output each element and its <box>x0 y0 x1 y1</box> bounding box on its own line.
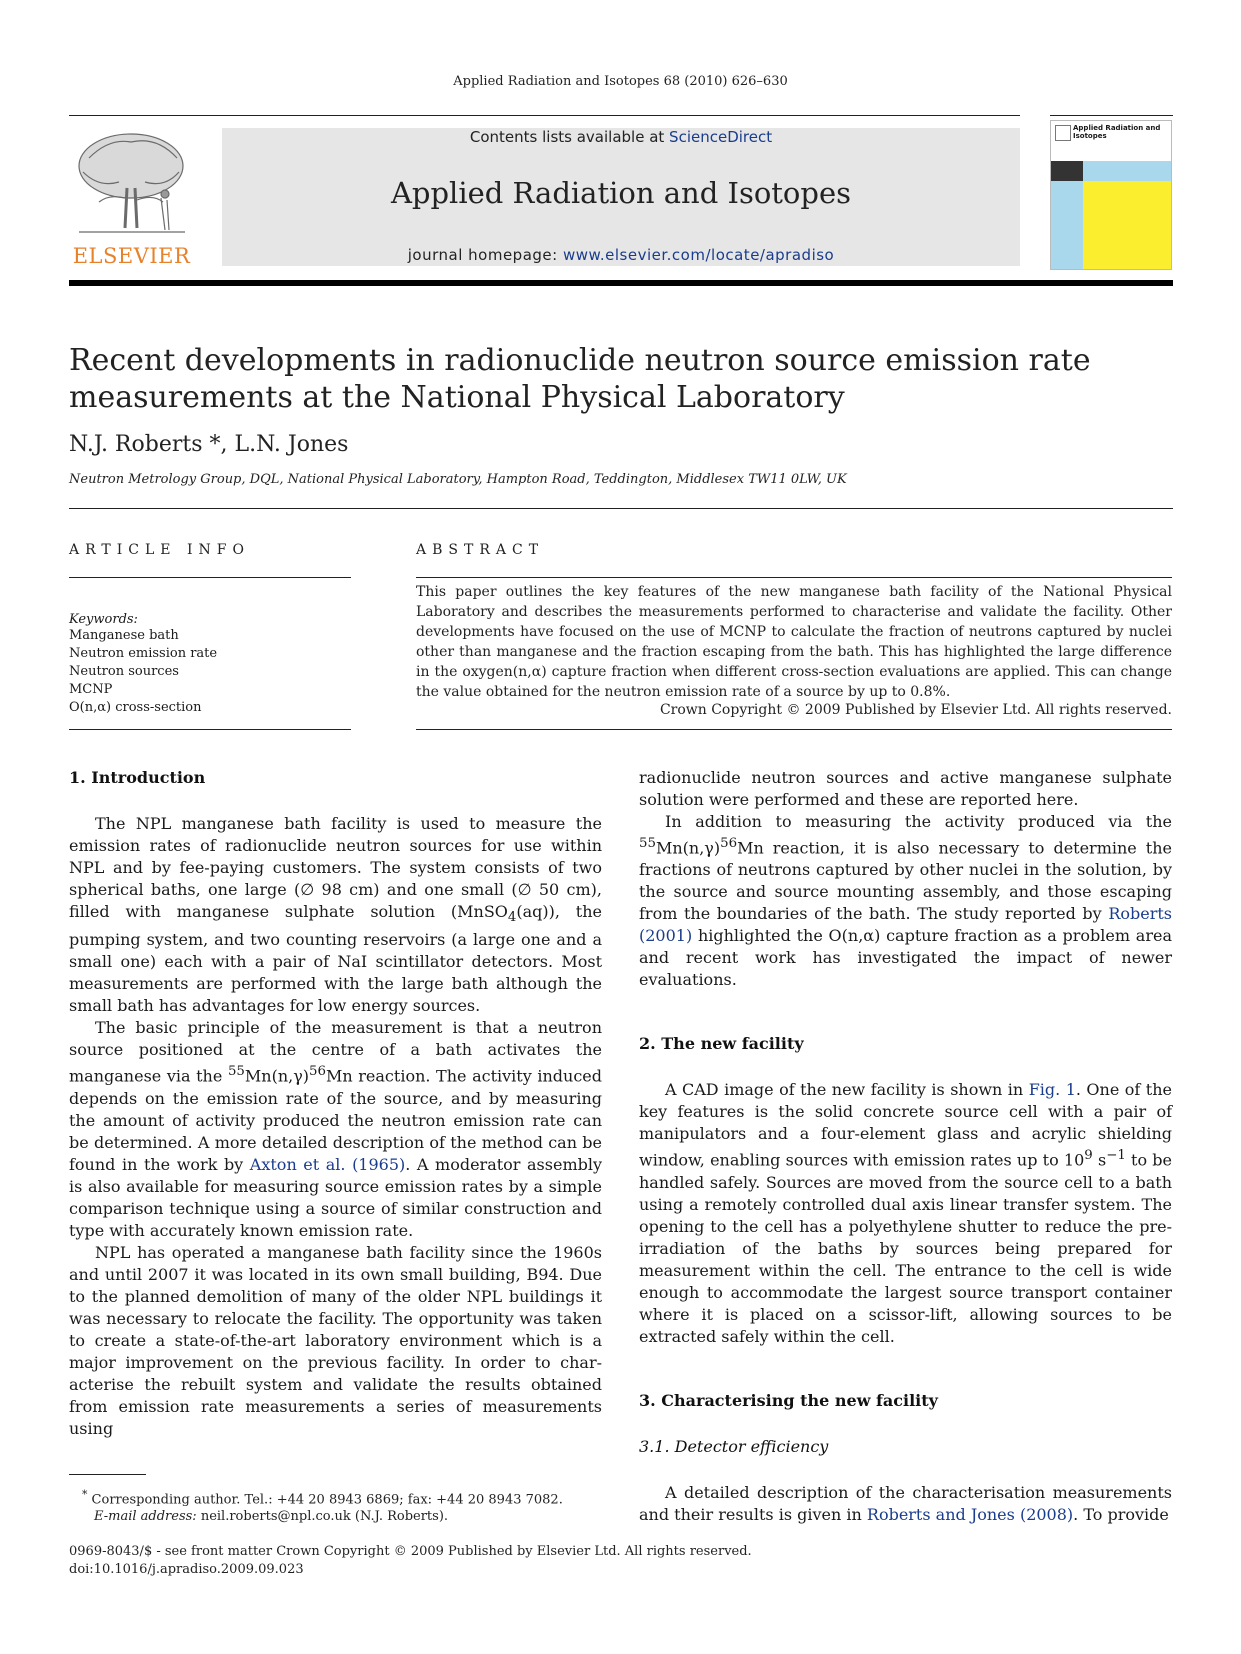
article-info-heading: ARTICLE INFO <box>69 542 250 558</box>
cover-top <box>1051 121 1171 161</box>
info-bottom-rule <box>69 729 351 730</box>
section-2-heading: 2. The new facility <box>639 1034 804 1054</box>
page-footer <box>69 1543 752 1579</box>
homepage-link[interactable]: www.elsevier.com/locate/apradiso <box>562 246 835 264</box>
keyword-item: Manganese bath <box>69 628 179 643</box>
intro-paragraph-1: The NPL manganese bath facility is used to measure the emission rates of radionuclide neutron sources for use within NPL and by fee-paying customers. The system consists of two spherical baths, one large (∅ 98 cm) and one small (∅ 50 cm), filled with manganese sulphate solution (MnSO$_4$(aq)), the pumping system, and two counting reservoirs (a large one and a small one) each with a pair of NaI scintillator detectors. Most measurements are performed with the large bath although the small bath has advantages for low energy sources. <box>69 814 602 1016</box>
citation-roberts-2001-link[interactable]: Roberts (2001) <box>639 904 1172 946</box>
facility-paragraph: A CAD image of the new facility is shown in Fig. 1. One of the key features is the solid concrete source cell with a pair of manipulators and a four-element glass and acrylic shielding window, enabling sources with emission rates up to $10^9$ $s^{-1}$ to be handled safely. Sources are moved from the source cell to a bath using a remotely controlled dual axis linear transfer system. The opening to the cell has a polyethylene shutter to reduce the pre-irradiation of the baths by sources being prepared for measurement within the cell. The entrance to the cell is wide enough to accommodate the largest source transport container where it is placed on a scissor-lift, allowing sources to be extracted safely within the cell. <box>639 1080 1173 1346</box>
cover-title: Applied Radiation and Isotopes <box>1073 124 1161 140</box>
header-thick-rule <box>69 280 1173 286</box>
figure-1-link[interactable]: Fig. 1 <box>1028 1080 1076 1100</box>
header-rule-right <box>1050 115 1173 116</box>
abstract-text: This paper outlines the key features of the new manganese bath facility of the National Physical Laboratory and describes the measurements performed to characterise and validate the facility. Other developments have focused on the use of MCNP to calculate the fraction of neutrons captured by nuclei other than manganese and the fraction escaping from the bath. This has highlighted the large difference in the oxygen(n,α) capture fraction when different cross-section evaluations are applied. This can change the value obtained for the neutron emission rate of a source by up to 0.8%. <box>416 584 1172 700</box>
section-3-heading: 3. Characterising the new facility <box>639 1390 938 1410</box>
footnote <box>82 1486 602 1525</box>
citation-roberts-jones-link[interactable]: Roberts and Jones (2008) <box>866 1504 1074 1524</box>
intro-paragraph-3: NPL has operated a manganese bath facility since the 1960s and until 2007 it was located in its own small building, B94. Due to the planned demolition of many of the older NPL buildings it was necessary to relocate the facility. The opportunity was taken to create a state-of-the-art laboratory environment which is a major improvement on the previous facility. In order to char- acterise the rebuilt system and validate the results obtained from emission rate measurements a series of measurements using <box>69 1242 602 1438</box>
intro-paragraph-5: In addition to measuring the activity produced via the $^{55}Mn(n,\gamma)^{56}Mn$ reaction, it is also necessary to determine the fractions of neutrons captured by other nuclei in the solution, by the source and source mounting assembly, and those escaping from the boundaries of the bath. The study reported by Roberts (2001) highlighted the O(n,α) capture fraction as a problem area and recent work has investigated the impact of newer evaluations. <box>639 812 1172 990</box>
section-3-1-heading: 3.1. Detector efficiency <box>639 1436 829 1456</box>
abstract-copyright: Crown Copyright © 2009 Published by Elsevier Ltd. All rights reserved. <box>659 702 1172 718</box>
journal-title: Applied Radiation and Isotopes <box>390 176 852 210</box>
cover-yellow-panel <box>1083 181 1171 269</box>
intro-paragraph-4: radionuclide neutron sources and active manganese sulphate solution were performed and these are reported here. <box>639 768 1172 809</box>
left-column <box>69 767 602 1440</box>
info-top-rule <box>69 577 351 578</box>
keyword-item: Neutron sources <box>69 664 179 679</box>
intro-paragraph-2: The basic principle of the measurement is that a neutron source positioned at the centre of a bath activates the manganese via the $^{55}Mn(n,\gamma)^{56}Mn$ reaction. The activity induced depends on the emission rate of the source, and by measuring the amount of activity produced the neutron emission rate can be determined. A more detailed description of the method can be found in the work by Axton et al. (1965). A moderator assembly is also available for measuring source emission rates by a simple comparison technique using a source of similar construction and type with accurately known emission rate. <box>69 1018 603 1240</box>
keyword-item: O(n,α) cross-section <box>69 700 202 715</box>
keywords-label: Keywords: <box>69 612 138 627</box>
footnote-rule <box>69 1474 146 1475</box>
sciencedirect-link[interactable]: ScienceDirect <box>669 128 773 146</box>
abstract-top-rule <box>416 577 1172 578</box>
article-title-line2: measurements at the National Physical Laboratory <box>69 380 845 415</box>
cover-dark-block <box>1051 161 1083 181</box>
article-title <box>69 342 1169 416</box>
cover-logo-icon <box>1055 125 1071 141</box>
keyword-item: Neutron emission rate <box>69 646 218 661</box>
citation-axton-link[interactable]: Axton et al. (1965) <box>249 1154 406 1174</box>
journal-cover-thumbnail <box>1050 120 1172 270</box>
publisher-logo-text: ELSEVIER <box>72 244 191 268</box>
contents-line <box>222 128 1020 146</box>
keywords-block <box>69 612 217 717</box>
right-column <box>639 767 1172 1526</box>
homepage-line <box>222 246 1020 264</box>
homepage-prefix: journal homepage: <box>407 246 563 264</box>
footer-copyright: 0969-8043/$ - see front matter Crown Copyright © 2009 Published by Elsevier Ltd. All rights reserved. <box>69 1544 752 1559</box>
header-rule <box>69 115 1020 116</box>
article-title-line1: Recent developments in radionuclide neutron source emission rate <box>69 343 1091 378</box>
efficiency-paragraph: A detailed description of the characterisation measurements and their results is given in Roberts and Jones (2008). To provide <box>639 1482 1172 1524</box>
title-rule <box>69 508 1173 509</box>
keyword-item: MCNP <box>69 682 113 697</box>
footer-doi: doi:10.1016/j.apradiso.2009.09.023 <box>69 1562 304 1577</box>
abstract-heading: ABSTRACT <box>416 542 545 558</box>
abstract-bottom-rule <box>416 729 1172 730</box>
article-authors: N.J. Roberts *, L.N. Jones <box>69 432 349 457</box>
contents-prefix: Contents lists available at <box>469 128 670 146</box>
journal-reference: Applied Radiation and Isotopes 68 (2010) 626–630 <box>453 74 788 89</box>
footnote-email: E-mail address: neil.roberts@npl.co.uk (N.J. Roberts). <box>94 1509 449 1525</box>
section-1-heading: 1. Introduction <box>69 768 206 787</box>
footnote-line1: * Corresponding author. Tel.: +44 20 8943 6869; fax: +44 20 8943 7082. <box>82 1488 563 1508</box>
article-affiliation: Neutron Metrology Group, DQL, National Physical Laboratory, Hampton Road, Teddington, Middlesex TW11 0LW, UK <box>69 472 847 487</box>
